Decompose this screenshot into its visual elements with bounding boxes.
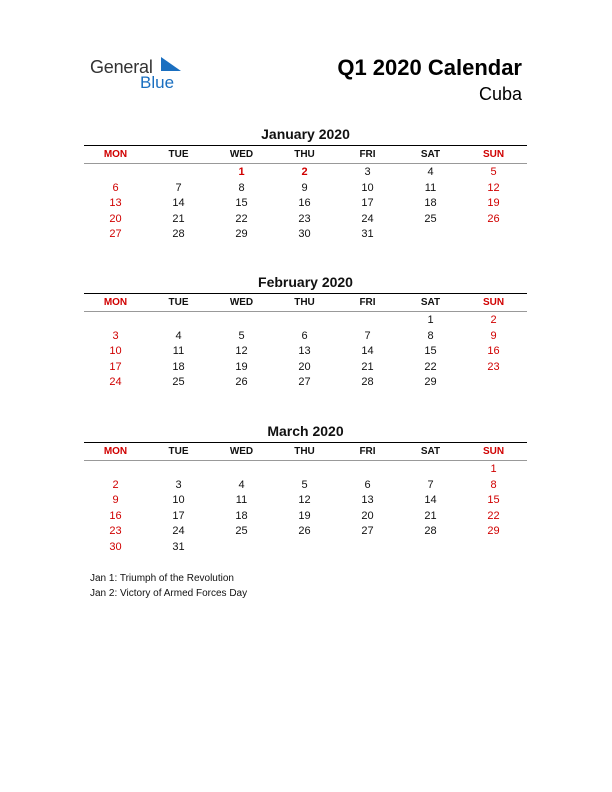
day-cell: 12 — [298, 494, 311, 506]
day-cell: 5 — [301, 478, 308, 491]
day-cell: 5 — [238, 329, 245, 342]
weekday-header: TUE — [168, 149, 189, 160]
week-row — [84, 196, 527, 212]
empty-day-cell — [273, 462, 336, 478]
week-row — [84, 212, 527, 228]
weekday-header: FRI — [359, 149, 376, 160]
week-grid — [84, 165, 527, 243]
month-march — [84, 422, 527, 555]
day-cell: 8 — [427, 329, 434, 342]
day-cell: 25 — [172, 376, 185, 388]
weekday-header: THU — [294, 297, 315, 308]
empty-day-cell — [462, 540, 525, 556]
empty-day-cell — [399, 462, 462, 478]
day-cell: 19 — [298, 509, 311, 522]
day-cell: 1 — [427, 314, 434, 326]
week-row — [84, 375, 527, 391]
day-cell: 26 — [298, 525, 311, 537]
empty-day-cell — [84, 313, 147, 329]
week-row — [84, 181, 527, 197]
empty-day-cell — [399, 540, 462, 556]
day-cell: 17 — [172, 509, 185, 522]
day-cell: 8 — [490, 478, 497, 491]
empty-day-cell — [336, 462, 399, 478]
weekday-header: SAT — [420, 446, 441, 457]
day-cell: 27 — [109, 228, 122, 240]
day-cell: 9 — [490, 329, 497, 342]
weekday-header: MON — [103, 446, 128, 457]
weekday-header: FRI — [359, 446, 376, 457]
weekday-divider — [84, 163, 527, 164]
day-cell: 26 — [235, 376, 248, 388]
empty-day-cell — [210, 462, 273, 478]
day-cell: 25 — [235, 525, 248, 537]
day-cell: 13 — [361, 494, 374, 506]
day-cell: 16 — [109, 509, 122, 522]
weekday-header: THU — [294, 446, 315, 457]
day-cell: 27 — [361, 525, 374, 537]
day-cell: 21 — [172, 212, 185, 225]
day-cell: 1 — [490, 463, 497, 475]
day-cell: 23 — [109, 525, 122, 537]
day-cell: 21 — [424, 509, 437, 522]
day-cell: 17 — [109, 360, 122, 373]
day-cell: 29 — [235, 228, 248, 240]
empty-day-cell — [84, 462, 147, 478]
day-cell: 1 — [238, 166, 245, 178]
weekday-header-row — [84, 443, 527, 460]
empty-day-cell — [462, 227, 525, 243]
week-grid — [84, 313, 527, 391]
empty-day-cell — [273, 313, 336, 329]
day-cell: 29 — [487, 525, 500, 537]
day-cell: 24 — [172, 525, 185, 537]
month-february — [84, 273, 527, 391]
day-cell: 13 — [298, 345, 311, 357]
weekday-header: SUN — [482, 297, 505, 308]
week-row — [84, 329, 527, 345]
weekday-divider — [84, 311, 527, 312]
day-cell: 22 — [487, 509, 500, 522]
day-cell: 14 — [424, 494, 437, 506]
week-row — [84, 524, 527, 540]
day-cell: 20 — [361, 509, 374, 522]
day-cell: 12 — [487, 181, 500, 194]
day-cell: 13 — [109, 197, 122, 209]
empty-day-cell — [210, 313, 273, 329]
weekday-header: WED — [229, 149, 254, 160]
day-cell: 16 — [487, 345, 500, 357]
day-cell: 17 — [361, 197, 374, 209]
empty-day-cell — [399, 227, 462, 243]
month-title: February 2020 — [258, 274, 353, 290]
country-name: Cuba — [478, 84, 522, 104]
week-row — [84, 493, 527, 509]
empty-day-cell — [147, 165, 210, 181]
week-grid — [84, 462, 527, 555]
month-title: January 2020 — [261, 126, 350, 142]
day-cell: 3 — [175, 478, 182, 491]
day-cell: 18 — [172, 360, 185, 373]
day-cell: 9 — [112, 494, 119, 506]
day-cell: 10 — [172, 494, 185, 506]
day-cell: 15 — [487, 494, 500, 506]
week-row — [84, 313, 527, 329]
weekday-header: WED — [229, 297, 254, 308]
day-cell: 18 — [424, 197, 437, 209]
day-cell: 28 — [172, 228, 185, 240]
weekday-header: TUE — [168, 297, 189, 308]
empty-day-cell — [336, 313, 399, 329]
weekday-header: SUN — [482, 149, 505, 160]
holiday-note: Jan 2: Victory of Armed Forces Day — [90, 588, 248, 599]
day-cell: 2 — [490, 314, 497, 326]
weekday-header: FRI — [359, 297, 376, 308]
day-cell: 11 — [235, 494, 248, 506]
day-cell: 21 — [361, 360, 374, 373]
day-cell: 23 — [487, 360, 500, 373]
day-cell: 5 — [490, 166, 497, 178]
empty-day-cell — [210, 540, 273, 556]
weekday-header-row — [84, 294, 527, 311]
day-cell: 28 — [424, 525, 437, 537]
day-cell: 11 — [424, 181, 437, 194]
holiday-note: Jan 1: Triumph of the Revolution — [90, 573, 234, 584]
day-cell: 20 — [109, 212, 122, 225]
day-cell: 16 — [298, 197, 311, 209]
day-cell: 15 — [235, 197, 248, 209]
weekday-header: MON — [103, 297, 128, 308]
day-cell: 30 — [109, 540, 122, 553]
day-cell: 7 — [427, 478, 434, 491]
logo-flag-icon — [161, 57, 181, 71]
empty-day-cell — [336, 540, 399, 556]
day-cell: 6 — [364, 478, 371, 491]
day-cell: 3 — [112, 329, 119, 342]
day-cell: 19 — [487, 197, 500, 209]
empty-day-cell — [273, 540, 336, 556]
logo-text-general: General — [90, 57, 153, 77]
day-cell: 3 — [364, 166, 371, 178]
day-cell: 6 — [112, 181, 119, 194]
month-title: March 2020 — [267, 423, 344, 439]
empty-day-cell — [147, 462, 210, 478]
day-cell: 29 — [424, 376, 437, 388]
day-cell: 10 — [109, 345, 122, 357]
day-cell: 28 — [361, 376, 374, 388]
day-cell: 9 — [301, 181, 308, 194]
logo-text-blue: Blue — [140, 73, 175, 92]
holiday-notes — [90, 571, 247, 601]
day-cell: 14 — [172, 197, 185, 209]
weekday-header-row — [84, 146, 527, 163]
day-cell: 2 — [112, 478, 119, 491]
weekday-header: WED — [229, 446, 254, 457]
day-cell: 31 — [361, 228, 374, 240]
day-cell: 22 — [424, 360, 437, 373]
page-title: Q1 2020 Calendar — [337, 55, 522, 80]
week-row — [84, 509, 527, 525]
weekday-divider — [84, 460, 527, 461]
weekday-header: SUN — [482, 446, 505, 457]
generalblue-logo — [90, 55, 200, 95]
day-cell: 7 — [175, 181, 182, 194]
week-row — [84, 478, 527, 494]
day-cell: 14 — [361, 345, 374, 357]
day-cell: 24 — [361, 212, 374, 225]
day-cell: 23 — [298, 212, 311, 225]
day-cell: 18 — [235, 509, 248, 522]
day-cell: 25 — [424, 212, 437, 225]
day-cell: 27 — [298, 376, 311, 388]
day-cell: 4 — [175, 329, 182, 342]
weekday-header: THU — [294, 149, 315, 160]
day-cell: 4 — [427, 166, 434, 178]
day-cell: 7 — [364, 329, 371, 342]
weekday-header: SAT — [420, 149, 441, 160]
week-row — [84, 360, 527, 376]
day-cell: 6 — [301, 329, 308, 342]
day-cell: 15 — [424, 345, 437, 357]
weekday-header: SAT — [420, 297, 441, 308]
day-cell: 12 — [235, 345, 248, 357]
week-row — [84, 227, 527, 243]
day-cell: 31 — [172, 540, 185, 553]
month-january — [84, 125, 527, 243]
day-cell: 10 — [361, 181, 374, 194]
day-cell: 22 — [235, 212, 248, 225]
day-cell: 8 — [238, 181, 245, 194]
day-cell: 4 — [238, 478, 245, 491]
day-cell: 11 — [172, 345, 185, 357]
day-cell: 20 — [298, 360, 311, 373]
day-cell: 30 — [298, 228, 311, 240]
week-row — [84, 462, 527, 478]
day-cell: 26 — [487, 212, 500, 225]
day-cell: 19 — [235, 360, 248, 373]
weekday-header: MON — [103, 149, 128, 160]
week-row — [84, 540, 527, 556]
empty-day-cell — [462, 375, 525, 391]
week-row — [84, 344, 527, 360]
week-row — [84, 165, 527, 181]
day-cell: 24 — [109, 376, 122, 388]
empty-day-cell — [147, 313, 210, 329]
empty-day-cell — [84, 165, 147, 181]
day-cell: 2 — [301, 166, 308, 178]
weekday-header: TUE — [168, 446, 189, 457]
